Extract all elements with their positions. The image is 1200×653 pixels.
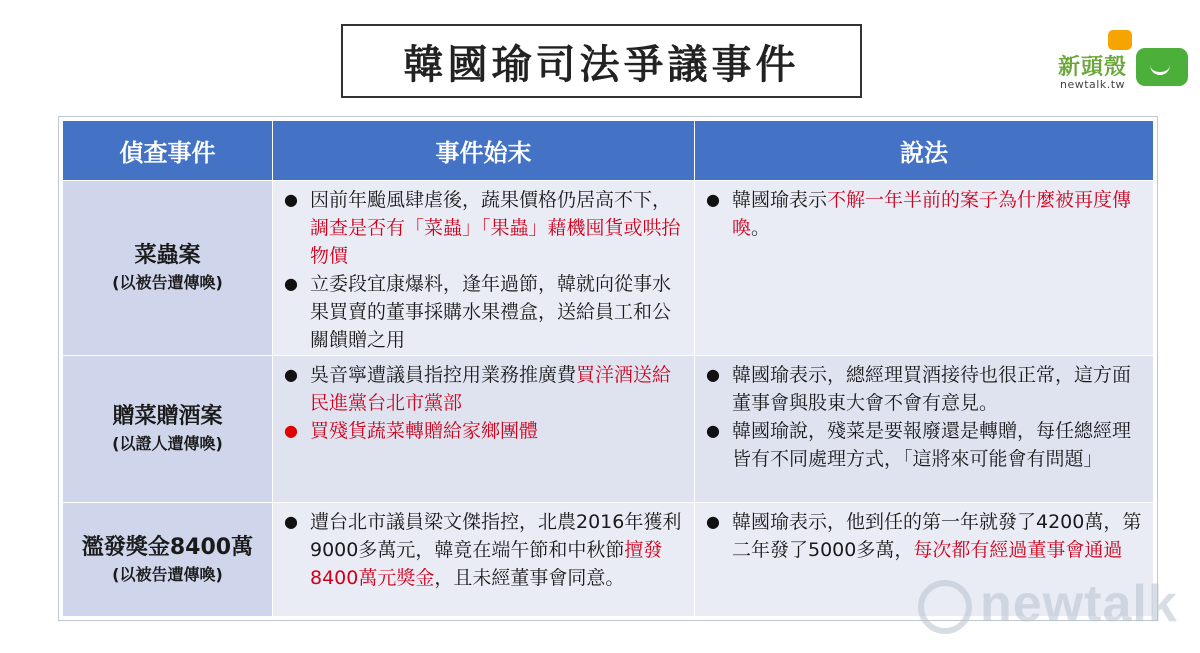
title-box bbox=[341, 24, 862, 98]
case-cell bbox=[63, 181, 273, 356]
header-details: 事件始末 bbox=[273, 121, 695, 181]
events-table bbox=[62, 120, 1154, 617]
details-cell bbox=[273, 181, 695, 356]
header-investigation: 偵查事件 bbox=[63, 121, 273, 181]
case-role: (以證人遭傳喚) bbox=[112, 434, 223, 453]
list-item: ● 遭台北市議員梁文傑指控，北農2016年獲利9000多萬元，韓竟在端午節和中秋節擅發8400萬元獎金，且未經董事會同意。 bbox=[274, 508, 687, 592]
table-row bbox=[63, 181, 1154, 356]
newtalk-watermark bbox=[918, 574, 1200, 644]
list-item: ● 立委段宜康爆料，逢年過節，韓就向從事水果買賣的董事採購水果禮盒，送給員工和公關饋贈之用 bbox=[274, 270, 687, 354]
list-item: ● 買殘貨蔬菜轉贈給家鄉團體 bbox=[274, 417, 687, 445]
case-cell bbox=[63, 356, 273, 503]
table-row bbox=[63, 356, 1154, 503]
events-table-frame bbox=[58, 116, 1158, 621]
statements-list bbox=[696, 186, 1146, 242]
case-role: (以被告遭傳喚) bbox=[112, 564, 223, 584]
logo-bubble-orange bbox=[1108, 30, 1132, 50]
case-role: (以被告遭傳喚) bbox=[112, 273, 223, 292]
list-item: ● 韓國瑜表示，他到任的第一年就發了4200萬，第二年發了5000多萬，每次都有經過董事會通過 bbox=[696, 508, 1146, 564]
details-cell bbox=[273, 356, 695, 503]
logo-name: 新頭殼 bbox=[1058, 55, 1128, 80]
list-item: ● 因前年颱風肆虐後，蔬果價格仍居高不下，調查是否有「菜蟲」「果蟲」藉機囤貨或哄抬物價 bbox=[274, 186, 687, 270]
case-cell bbox=[63, 503, 273, 617]
list-item: ● 韓國瑜表示不解一年半前的案子為什麼被再度傳喚。 bbox=[696, 186, 1146, 242]
statements-cell bbox=[695, 181, 1154, 356]
statements-list bbox=[696, 508, 1146, 564]
details-cell bbox=[273, 503, 695, 617]
watermark-text: newtalk bbox=[980, 575, 1178, 633]
case-name: 贈菜贈酒案 bbox=[112, 404, 223, 429]
logo-bubble-green bbox=[1136, 48, 1188, 86]
header-statements: 說法 bbox=[695, 121, 1154, 181]
details-list bbox=[274, 361, 687, 445]
page-title: 韓國瑜司法爭議事件 bbox=[403, 41, 800, 88]
list-item: ● 韓國瑜表示，總經理買酒接待也很正常，這方面董事會與股東大會不會有意見。 bbox=[696, 361, 1146, 417]
list-item: ● 韓國瑜說，殘菜是要報廢還是轉贈，每任總經理皆有不同處理方式，「這將來可能會有問題」 bbox=[696, 417, 1146, 473]
watermark-circle-icon bbox=[918, 580, 972, 634]
statements-list bbox=[696, 361, 1146, 473]
logo-url: newtalk.tw bbox=[1060, 78, 1126, 91]
case-name: 濫發獎金8400萬 bbox=[81, 534, 254, 560]
details-list bbox=[274, 508, 687, 592]
newtalk-logo bbox=[1052, 30, 1192, 100]
list-item: ● 吳音寧遭議員指控用業務推廣費買洋酒送給民進黨台北市黨部 bbox=[274, 361, 687, 417]
statements-cell bbox=[695, 356, 1154, 503]
details-list bbox=[274, 186, 687, 354]
case-name: 菜蟲案 bbox=[134, 243, 201, 268]
table-header-row bbox=[63, 121, 1154, 181]
